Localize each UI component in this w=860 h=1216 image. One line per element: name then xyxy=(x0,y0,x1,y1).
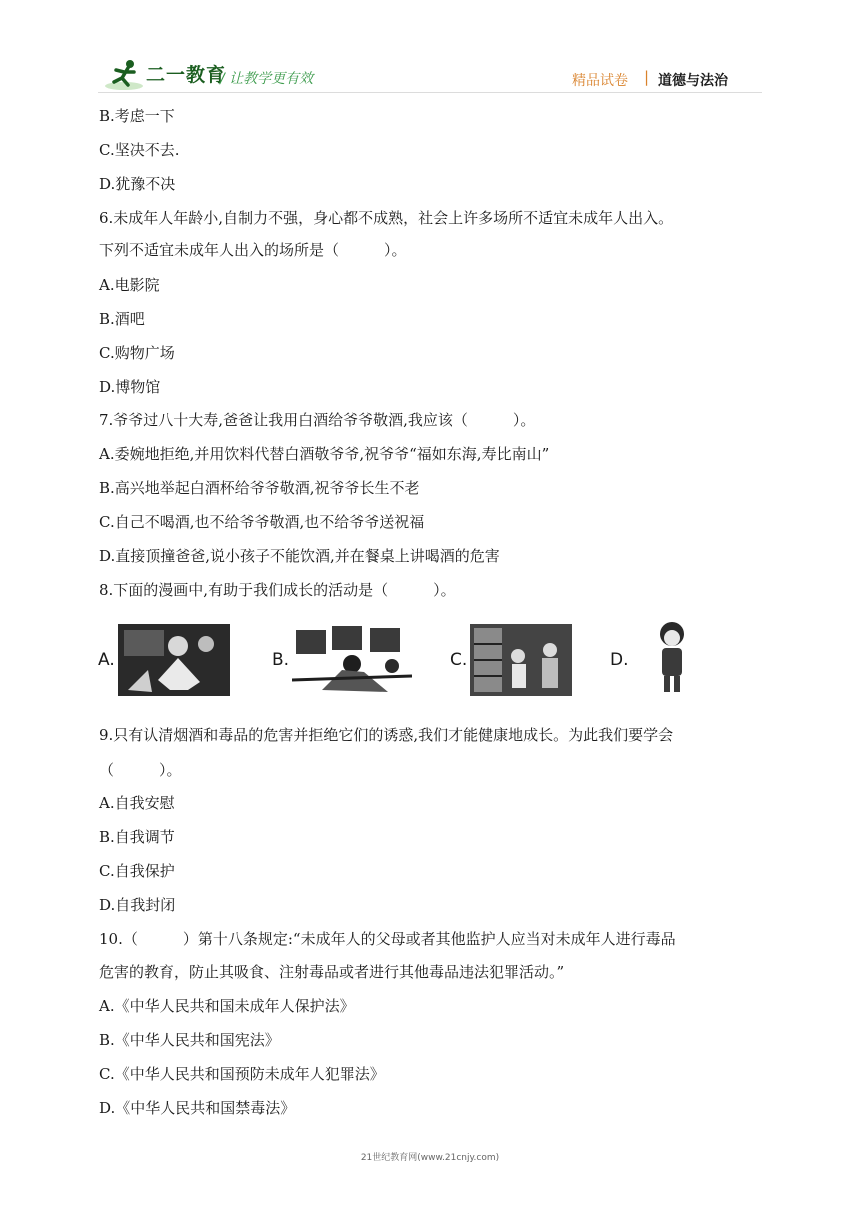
brand-slogan: / 让教学更有效 xyxy=(220,71,314,87)
option-5d: D.犹豫不决 xyxy=(99,175,176,193)
header-separator: | xyxy=(644,68,650,86)
page-header xyxy=(0,0,860,100)
option-7c: C.自己不喝酒,也不给爷爷敬酒,也不给爷爷送祝福 xyxy=(99,513,425,531)
option-7d: D.直接顶撞爸爸,说小孩子不能饮酒,并在餐桌上讲喝酒的危害 xyxy=(99,547,500,565)
option-9c: C.自我保护 xyxy=(99,862,175,880)
option-9a: A.自我安慰 xyxy=(99,794,175,812)
cartoon-d-label: D. xyxy=(610,650,629,670)
cartoon-d-image xyxy=(650,620,694,698)
option-6b: B.酒吧 xyxy=(99,310,145,328)
question-9-line-2: （ ）。 xyxy=(99,761,182,779)
header-divider xyxy=(98,92,762,93)
header-tag-quality-paper: 精品试卷 xyxy=(572,73,628,89)
option-6a: A.电影院 xyxy=(99,276,160,294)
question-7: 7.爷爷过八十大寿,爸爸让我用白酒给爷爷敬酒,我应该（ ）。 xyxy=(99,411,536,429)
cartoon-a-label: A. xyxy=(98,650,115,670)
option-10b: B.《中华人民共和国宪法》 xyxy=(99,1031,280,1049)
cartoon-b-label: B. xyxy=(272,650,290,670)
question-9-line-1: 9.只有认清烟酒和毒品的危害并拒绝它们的诱惑,我们才能健康地成长。为此我们要学会 xyxy=(99,726,674,744)
cartoon-a-image xyxy=(118,620,230,698)
cartoon-c-label: C. xyxy=(450,650,468,670)
cartoon-c-image xyxy=(470,620,572,698)
cartoon-b-image xyxy=(292,620,412,698)
option-10c: C.《中华人民共和国预防未成年人犯罪法》 xyxy=(99,1065,385,1083)
option-7a: A.委婉地拒绝,并用饮料代替白酒敬爷爷,祝爷爷“福如东海,寿比南山” xyxy=(99,445,550,463)
question-8: 8.下面的漫画中,有助于我们成长的活动是（ ）。 xyxy=(99,581,456,599)
question-10-line-1: 10.（ ）第十八条规定:“未成年人的父母或者其他监护人应当对未成年人进行毒品 xyxy=(99,930,676,948)
option-9d: D.自我封闭 xyxy=(99,896,176,914)
question-6-line-2: 下列不适宜未成年人出入的场所是（ ）。 xyxy=(99,241,407,259)
page-footer: 21世纪教育网(www.21cnjy.com) xyxy=(360,1153,500,1163)
option-7b: B.高兴地举起白酒杯给爷爷敬酒,祝爷爷长生不老 xyxy=(99,479,420,497)
question-10-line-2: 危害的教育，防止其吸食、注射毒品或者进行其他毒品违法犯罪活动。” xyxy=(99,963,565,981)
option-5c: C.坚决不去. xyxy=(99,141,180,159)
brand-name: 二一教育 xyxy=(146,64,227,86)
question-6-line-1: 6.未成年人年龄小,自制力不强，身心都不成熟，社会上许多场所不适宜未成年人出入。 xyxy=(99,209,674,227)
option-6c: C.购物广场 xyxy=(99,344,175,362)
option-10a: A.《中华人民共和国未成年人保护法》 xyxy=(99,997,355,1015)
option-10d: D.《中华人民共和国禁毒法》 xyxy=(99,1099,296,1117)
option-9b: B.自我调节 xyxy=(99,828,175,846)
header-tag-subject: 道德与法治 xyxy=(658,73,728,89)
option-5b: B.考虑一下 xyxy=(99,107,175,125)
option-6d: D.博物馆 xyxy=(99,378,161,396)
runner-logo-icon xyxy=(104,58,144,92)
